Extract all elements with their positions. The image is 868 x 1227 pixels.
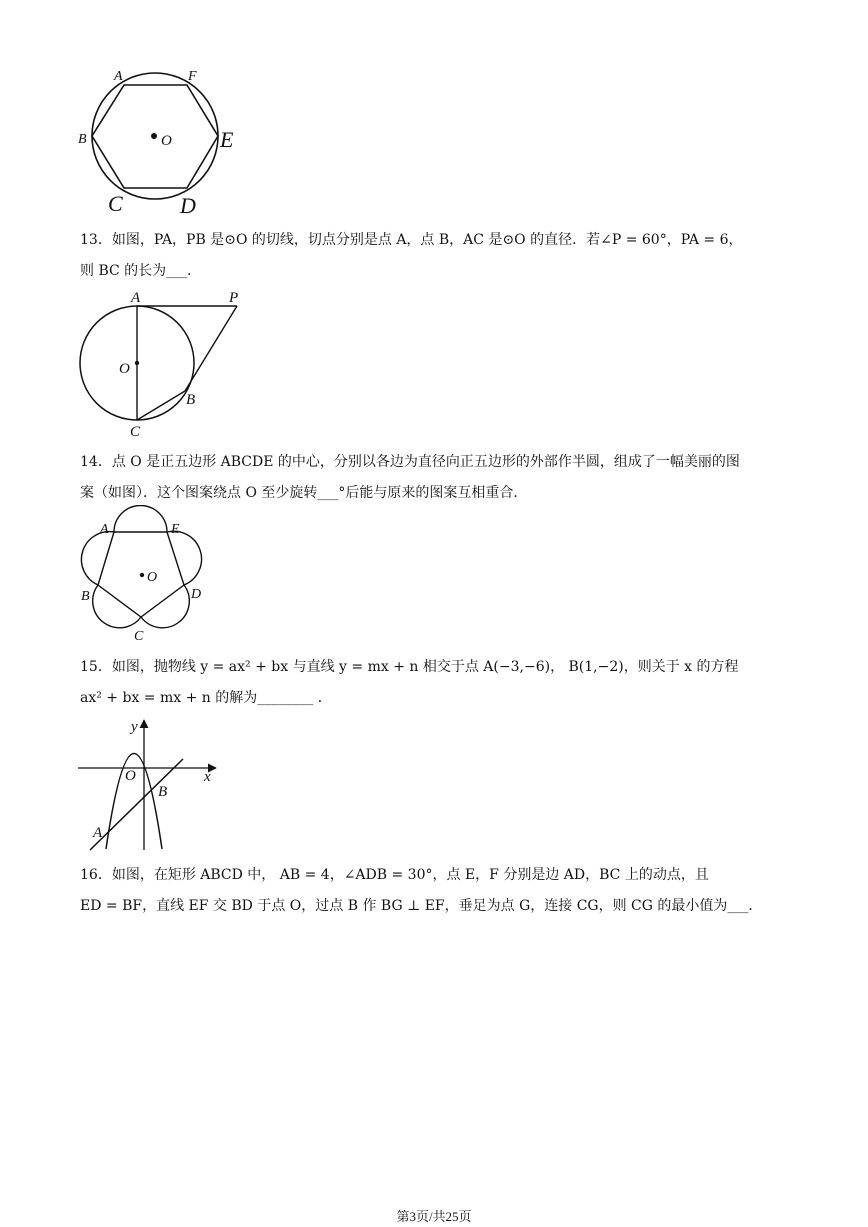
line: [90, 759, 183, 850]
semicircle-AE: [114, 506, 167, 533]
semicircle-BA: [81, 532, 114, 585]
label-O: O: [119, 361, 130, 377]
label-F: F: [188, 69, 197, 84]
question-16: [80, 860, 762, 922]
label-O: O: [161, 133, 172, 149]
label-y: y: [131, 719, 138, 735]
label-D: D: [191, 587, 202, 602]
question-16-line-2: ED = BF，直线 EF 交 BD 于点 O，过点 B 作 BG ⊥ EF，垂足为点 G，连接 CG，则 CG 的最小值为___．: [80, 898, 763, 914]
label-A: A: [100, 522, 109, 537]
question-15-line-1: 15．如图，抛物线 y = ax² + bx 与直线 y = mx + n 相交于点 A(−3,−6)， B(1,−2)，则关于 x 的方程: [80, 659, 739, 675]
label-E: E: [220, 127, 234, 152]
label-A: A: [131, 290, 141, 306]
page-footer: 第3页/共25页: [396, 1209, 472, 1224]
label-P: P: [229, 290, 239, 306]
label-B: B: [186, 392, 196, 408]
semicircle-DC: [141, 585, 189, 628]
tangent-figure: [70, 285, 260, 440]
center-point: [135, 361, 139, 365]
semicircle-CB: [93, 585, 141, 628]
question-14-line-2: 案（如图）．这个图案绕点 O 至少旋转___°后能与原来的图案互相重合．: [80, 485, 528, 501]
label-A: A: [93, 825, 103, 841]
label-O: O: [125, 768, 136, 784]
label-B: B: [78, 132, 87, 147]
semicircle-ED: [167, 531, 202, 585]
parabola-line-figure: [70, 712, 230, 857]
question-15: [80, 652, 739, 714]
question-13: [80, 225, 742, 287]
pentagon-semicircle-figure: [70, 505, 220, 645]
center-point: [151, 133, 157, 139]
label-x: x: [204, 769, 211, 785]
label-O: O: [147, 570, 158, 585]
question-14: [80, 447, 740, 509]
question-13-line-1: 13．如图，PA，PB 是⊙O 的切线，切点分别是点 A，点 B，AC 是⊙O 的直径．若∠P = 60°，PA = 6，: [80, 232, 743, 248]
label-D: D: [180, 193, 196, 218]
center-point: [140, 573, 144, 577]
question-14-line-1: 14．点 O 是正五边形 ABCDE 的中心，分别以各边为直径向正五边形的外部作半圆，组成了一幅美丽的图: [80, 454, 740, 470]
label-B: B: [158, 784, 168, 800]
label-E: E: [171, 522, 180, 537]
question-13-line-2: 则 BC 的长为___．: [80, 263, 202, 279]
label-C: C: [130, 424, 141, 440]
label-C: C: [134, 629, 144, 644]
label-B: B: [81, 589, 90, 604]
label-A: A: [114, 69, 123, 84]
question-15-line-2: ax² + bx = mx + n 的解为________ ．: [80, 690, 332, 706]
question-16-line-1: 16．如图，在矩形 ABCD 中， AB = 4，∠ADB = 30°，点 E，F 分别是边 AD，BC 上的动点，且: [80, 867, 709, 883]
label-C: C: [108, 191, 123, 216]
hexagon-circle-figure: [70, 60, 250, 220]
chord-BC: [137, 391, 185, 420]
